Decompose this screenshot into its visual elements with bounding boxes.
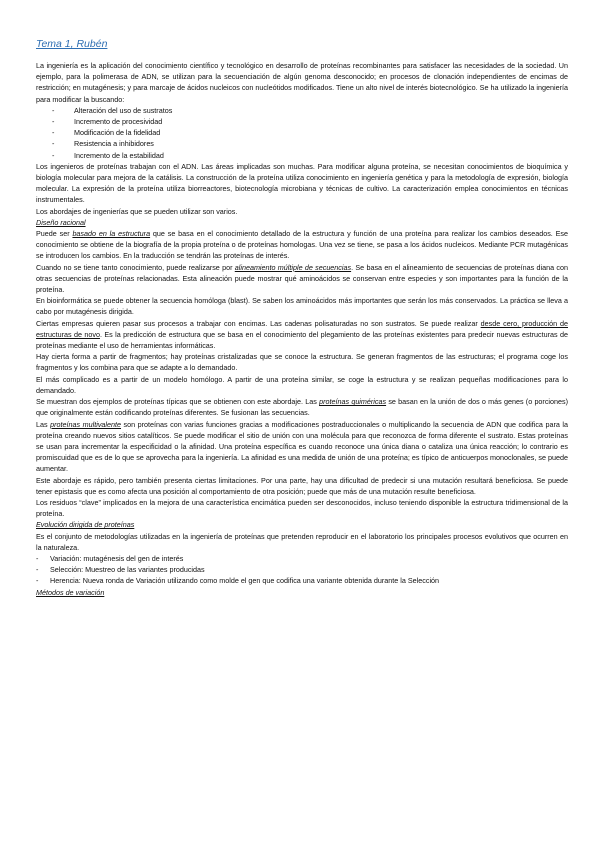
dash-bullet: - — [52, 150, 55, 160]
list-item: - Modificación de la fidelidad — [52, 128, 161, 138]
paragraph: Los ingenieros de proteínas trabajan con el ADN. Las áreas implicadas son muchas. Para modificar alguna proteína, se necesitan conocimientos de bioquímica y biología molecular para mejora de la catálisis. La construcción de la proteína utiliza conocimiento en ingeniería genética y para la metodología de expresión, biología molecular. La expresión de la proteína utiliza biorreactores, biotecnología microbiana y técnicas de cultivo. La caracterización emplea conocimientos en técnicas instrumentales. — [36, 161, 568, 205]
dash-bullet: - — [52, 128, 55, 138]
page-title: Tema 1, Rubén — [36, 38, 108, 50]
list-item: - Resistencia a inhibidores — [52, 139, 154, 149]
bullet-list-evolution — [36, 553, 568, 587]
paragraph: Es el conjunto de metodologías utilizadas en la ingeniería de proteínas que pretenden reproducir en el laboratorio los principales procesos evolutivos que ocurren en la naturaleza. — [36, 531, 568, 552]
paragraph: Las proteínas multivalente son proteínas con varias funciones gracias a modificaciones postraduccionales o multiplicando la secuencia de ADN que codifica para la proteína creando nuevos sitios catalíticos. Se puede modificar el sitio de unión con una molécula para que reconozca de forma diferente el sustrato. Estas proteínas se usan para incrementar la especificidad o la afinidad. Una proteína específica es cuando reconoce una única diana o cataliza una única reacción; lo contrario es promiscuidad que es de lo que se aprovecha para la ingeniería. La afinidad es una medida de unión de una proteína; es típico de anticuerpos monoclonales, se puede aumentar. — [36, 419, 568, 474]
paragraph: Cuando no se tiene tanto conocimiento, puede realizarse por alineamiento múltiple de secuencias. Se basa en el alineamiento de secuencias de proteínas diana con otras secuencias de proteínas relacionadas. Esta alineación puede mostrar qué aminoácidos se conservan entre especies y son importantes para la función de la proteína. — [36, 262, 569, 295]
paragraph: Este abordaje es rápido, pero también presenta ciertas limitaciones. Por una parte, hay una dificultad de predecir si una mutación resultará beneficiosa. Se puede tener epistasis que es como afecta una posición al comportamiento de otra posición; puede que más de una mutación resulte beneficiosa. — [36, 475, 568, 496]
paragraph: En bioinformática se puede obtener la secuencia homóloga (blast). Se saben los aminoácidos más importantes que serán los más conservados. La práctica se lleva a cabo por mutagénesis dirigida. — [36, 296, 568, 317]
subheading-diseno-racional: Diseño racional — [36, 217, 86, 227]
document-body — [36, 60, 568, 598]
term-chimeric-proteins: proteínas quiméricas — [319, 397, 387, 407]
list-item: - Alteración del uso de sustratos — [52, 105, 173, 115]
list-item: - Variación: mutagénesis del gen de interés — [36, 553, 184, 563]
paragraph: Puede ser basado en la estructura que se basa en el conocimiento detallado de la estructura y función de una proteína para realizar los cambios deseados. Ese conocimiento se obtiene de la biografía de la propia proteína o de proteínas homologas. Una vez se tiene, se pasa a los ácidos nucleicos. Mediante PCR mutagénicas se introducen los cambios. En la traducción se tendrán las proteínas de interés. — [36, 229, 568, 261]
dash-bullet: - — [52, 139, 55, 149]
dash-bullet: - — [52, 105, 55, 115]
list-item: - Selección: Muestreo de las variantes producidas — [36, 565, 205, 575]
paragraph: El más complicado es a partir de un modelo homólogo. A partir de una proteína similar, se coge la estructura y se realizan pequeñas modificaciones para lo demandado. — [36, 374, 568, 395]
list-item: - Herencia: Nueva ronda de Variación utilizando como molde el gen que codifica una variante obtenida durante la Selección — [36, 576, 440, 586]
paragraph: Hay cierta forma a partir de fragmentos; hay proteínas cristalizadas que se conoce la estructura. Se generan fragmentos de las estructuras; el programa coge los fragmentos y los combina para que se adapte a lo demandado. — [36, 352, 568, 373]
dash-bullet: - — [52, 117, 55, 127]
paragraph: Se muestran dos ejemplos de proteínas típicas que se obtienen con este abordaje. Las proteínas quiméricas se basan en la unión de dos o más genes (o porciones) que originalmente están codificando proteínas diferentes. Se fusionan las secuencias. — [36, 397, 568, 418]
subheading-metodos-variacion: Métodos de variación — [36, 587, 105, 597]
term-structure-based: basado en la estructura — [72, 229, 151, 239]
list-item: - Incremento de procesividad — [52, 117, 163, 127]
term-multivalent-proteins: proteínas multivalente — [50, 419, 121, 429]
list-item: - Incremento de la estabilidad — [52, 150, 164, 160]
bullet-list-modifications — [36, 105, 568, 161]
term-de-novo: desde cero, producción de estructuras de novo — [36, 318, 568, 339]
subheading-evolucion-dirigida: Evolución dirigida de proteínas — [36, 520, 135, 530]
dash-bullet: - — [36, 553, 39, 563]
paragraph: Los abordajes de ingenierías que se pueden utilizar son varios. — [36, 206, 238, 216]
paragraph: Ciertas empresas quieren pasar sus procesos a trabajar con encimas. Las cadenas polisaturadas no son sustratos. Se puede realizar desde cero, producción de estructuras de novo. Es la predicción de estructura que se basa en el conocimiento del plegamiento de las proteínas existentes para predecir nuevas estructuras de proteínas mediante el uso de herramientas informáticas. — [36, 318, 568, 351]
paragraph-intro: La ingeniería es la aplicación del conocimiento científico y tecnológico en desarrollo de proteínas recombinantes para satisfacer las necesidades de la sociedad. Un ejemplo, para la polimerasa de ADN, se utilizan para la secuenciación de algún genoma desconocido; en procesos de clonación independientes de encimas de restricción; en mutagénesis; y para marcaje de ácidos nucleicos con nucleótidos modificados. Tiene un alto nivel de interés biotecnológico. Se ha utilizado la ingeniería para modificar la buscando: — [36, 61, 568, 104]
paragraph: Los residuos “clave” implicados en la mejora de una característica encimática pueden ser desconocidos, incluso teniendo disponible la estructura tridimensional de la proteína. — [36, 497, 568, 519]
term-multiple-alignment: alineamiento múltiple de secuencias — [234, 262, 352, 272]
dash-bullet: - — [36, 565, 39, 575]
dash-bullet: - — [36, 576, 39, 586]
